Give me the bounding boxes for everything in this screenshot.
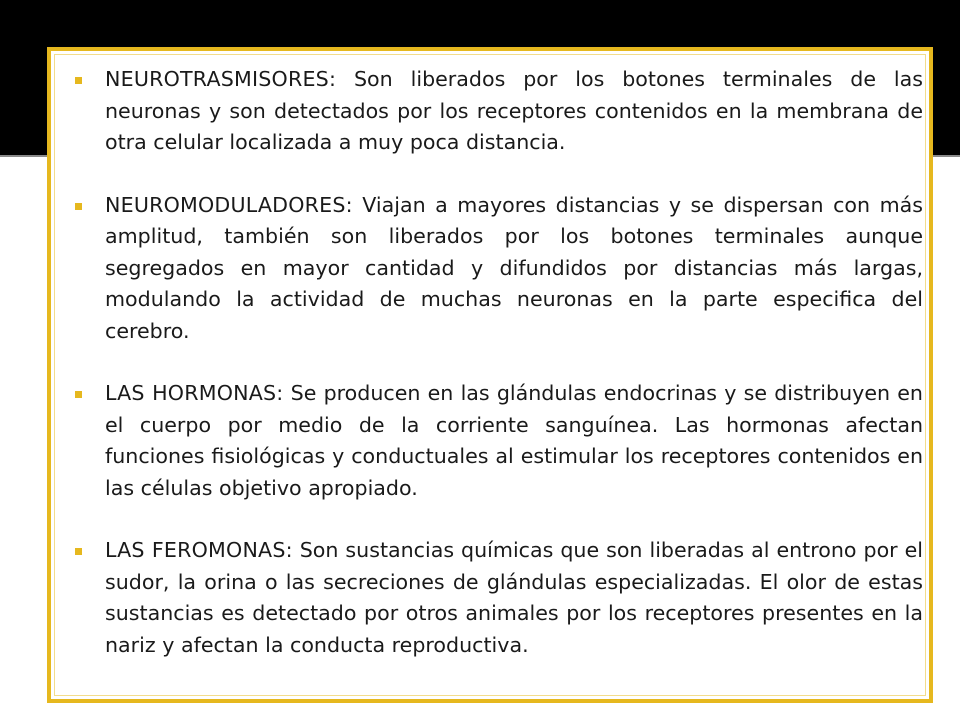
square-bullet-icon (75, 548, 82, 555)
bullet-description: Se producen en las glándulas endocrinas y se distribuyen en el cuerpo por medio de la corriente sanguínea. Las hormonas afectan funciones fisiológicas y conductuales al estimular los receptores contenidos en las células objetivo apropiado. (105, 381, 923, 500)
bullet-term: LAS FEROMONAS: (105, 538, 293, 562)
bullet-text (105, 535, 923, 661)
square-bullet-icon (75, 77, 82, 84)
bullet-description: Son sustancias químicas que son liberadas al entrono por el sudor, la orina o las secreciones de glándulas especializadas. El olor de estas sustancias es detectado por otros animales por los receptores presentes en la nariz y afectan la conducta reproductiva. (105, 538, 924, 657)
bullet-term: NEUROMODULADORES: (105, 192, 353, 217)
bullet-item-neurotrasmisores (65, 64, 923, 159)
bullet-description: Viajan a mayores distancias y se dispersan con más amplitud, también son liberados por los botones terminales aunque segregados en mayor cantidad y difundidos por distancias más largas, modulando la actividad de muchas neuronas en la parte especifica del cerebro. (105, 192, 923, 343)
square-bullet-icon (75, 391, 82, 398)
bullet-item-feromonas (65, 535, 923, 661)
bullet-text (105, 378, 923, 504)
bullet-text (105, 190, 923, 348)
divider-line-left (0, 155, 52, 157)
bullet-description: Son liberados por los botones terminales de las neuronas y son detectados por los receptores contenidos en la membrana de otra celular localizada a muy poca distancia. (105, 67, 923, 154)
bullet-item-neuromoduladores (65, 190, 923, 348)
bullet-item-hormonas (65, 378, 923, 504)
bullet-text (105, 64, 923, 159)
square-bullet-icon (75, 203, 82, 210)
bullet-term: LAS HORMONAS: (105, 381, 284, 405)
bullet-term: NEUROTRASMISORES: (105, 67, 337, 91)
bullet-list (65, 64, 923, 661)
content-frame (47, 47, 933, 703)
